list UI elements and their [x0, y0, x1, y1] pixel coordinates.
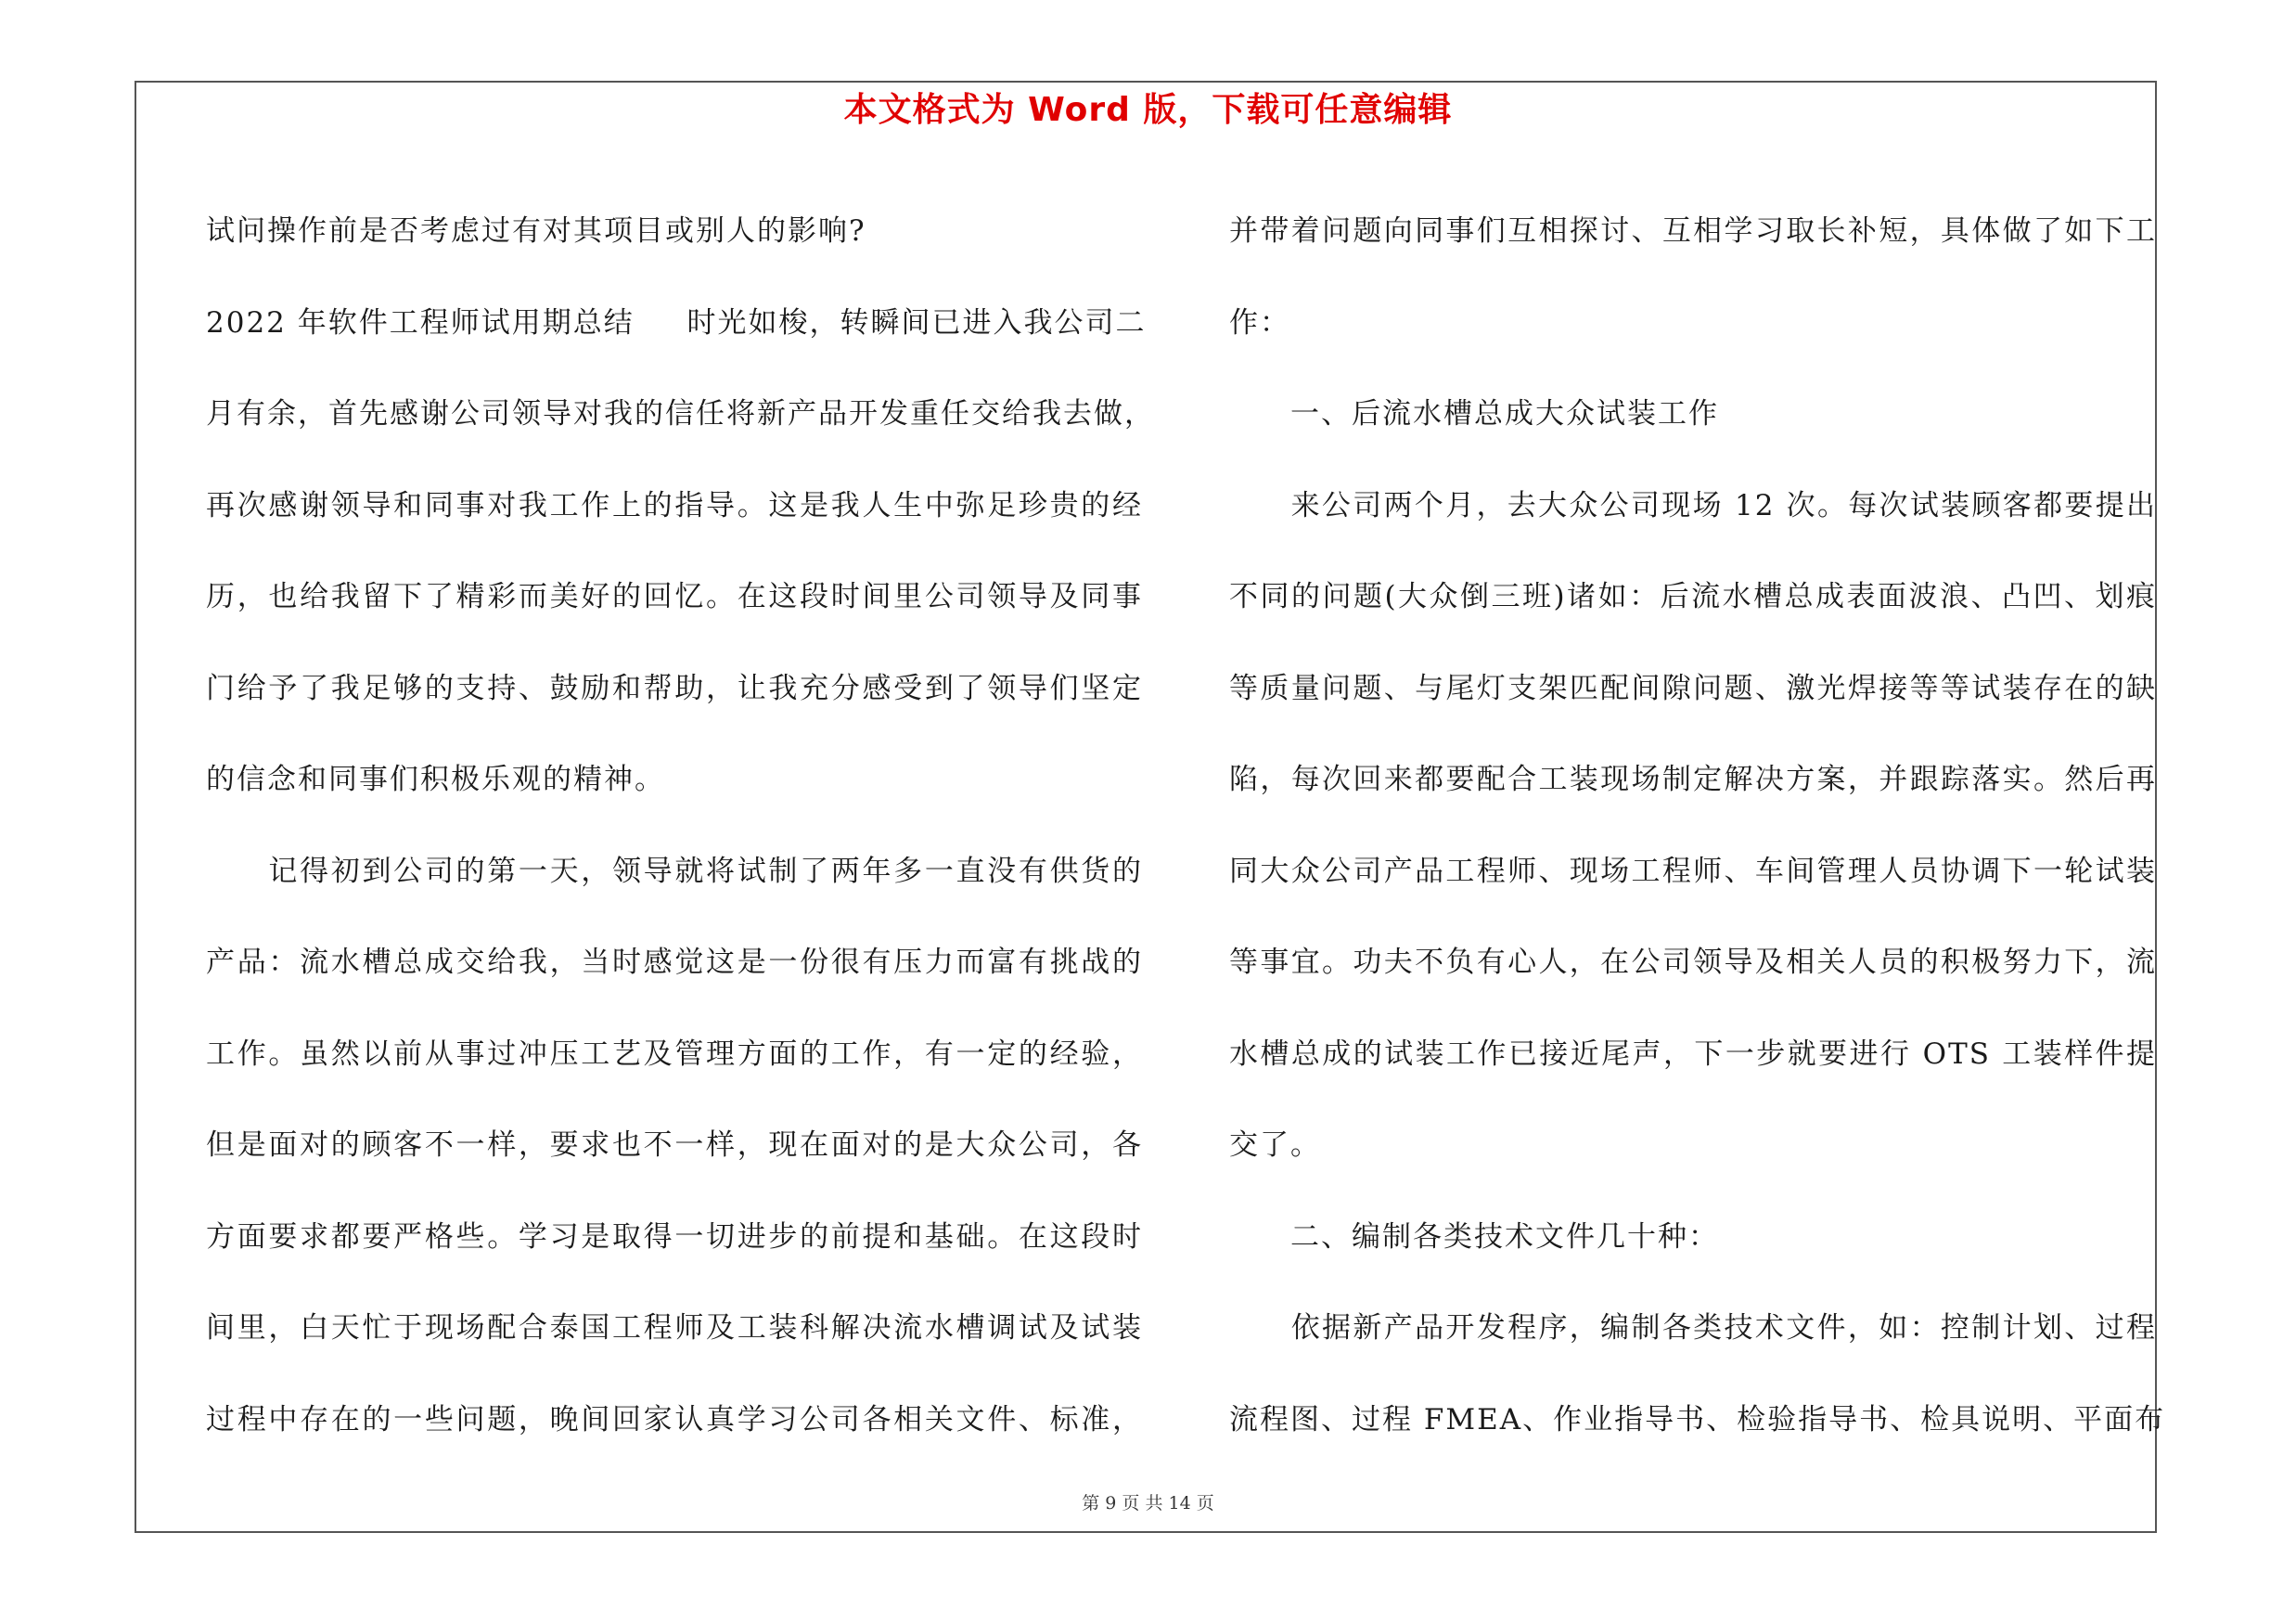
text-line: 月有余，首先感谢公司领导对我的信任将新产品开发重任交给我去做， [206, 397, 1155, 431]
text-line: 2022 年软件工程师试用期总结 时光如梭，转瞬间已进入我公司二 [206, 305, 1147, 340]
text-line: 间里，白天忙于现场配合泰国工程师及工装科解决流水槽调试及试装 [206, 1311, 1143, 1345]
text-line: 试问操作前是否考虑过有对其项目或别人的影响? [206, 214, 866, 248]
text-line: 门给予了我足够的支持、鼓励和帮助，让我充分感受到了领导们坚定 [206, 671, 1143, 705]
word-format-banner: 本文格式为 Word 版，下载可任意编辑 [843, 91, 1453, 129]
text-line: 水槽总成的试装工作已接近尾声，下一步就要进行 OTS 工装样件提 [1229, 1037, 2157, 1071]
text-line: 并带着问题向同事们互相探讨、互相学习取长补短，具体做了如下工 [1229, 214, 2157, 248]
text-line: 作： [1229, 305, 1290, 340]
text-line: 方面要求都要严格些。学习是取得一切进步的前提和基础。在这段时 [206, 1219, 1143, 1254]
text-line: 但是面对的顾客不一样，要求也不一样，现在面对的是大众公司，各 [206, 1128, 1143, 1162]
text-line: 的信念和同事们积极乐观的精神。 [206, 763, 665, 796]
text-line: 同大众公司产品工程师、现场工程师、车间管理人员协调下一轮试装 [1229, 854, 2157, 888]
right-text-column [1229, 186, 2166, 1465]
text-line: 历，也给我留下了精彩而美好的回忆。在这段时间里公司领导及同事 [206, 580, 1143, 613]
text-line: 流程图、过程 FMEA、作业指导书、检验指导书、检具说明、平面布 [1229, 1402, 2166, 1436]
text-line: 依据新产品开发程序，编制各类技术文件，如：控制计划、过程 [1229, 1311, 2157, 1345]
text-line: 产品：流水槽总成交给我，当时感觉这是一份很有压力而富有挑战的 [206, 946, 1143, 979]
text-line: 不同的问题(大众倒三班)诸如：后流水槽总成表面波浪、凸凹、划痕 [1229, 580, 2157, 613]
text-line: 陷，每次回来都要配合工装现场制定解决方案，并跟踪落实。然后再 [1229, 763, 2157, 796]
text-line: 过程中存在的一些问题，晚间回家认真学习公司各相关文件、标准， [206, 1402, 1143, 1436]
section-heading: 二、编制各类技术文件几十种： [1229, 1219, 1719, 1254]
text-line: 来公司两个月，去大众公司现场 12 次。每次试装顾客都要提出 [1229, 488, 2157, 522]
text-line: 等质量问题、与尾灯支架匹配间隙问题、激光焊接等等试装存在的缺 [1229, 671, 2157, 705]
text-line: 工作。虽然以前从事过冲压工艺及管理方面的工作，有一定的经验， [206, 1037, 1143, 1071]
text-line: 交了。 [1229, 1128, 1321, 1162]
text-line: 记得初到公司的第一天，领导就将试制了两年多一直没有供货的 [206, 854, 1143, 888]
page-number-footer: 第 9 页 共 14 页 [1082, 1493, 1214, 1514]
left-text-column [206, 186, 1155, 1465]
section-heading: 一、后流水槽总成大众试装工作 [1229, 397, 1719, 431]
text-line: 再次感谢领导和同事对我工作上的指导。这是我人生中弥足珍贵的经 [206, 488, 1143, 522]
text-line: 等事宜。功夫不负有心人，在公司领导及相关人员的积极努力下，流 [1229, 946, 2157, 979]
